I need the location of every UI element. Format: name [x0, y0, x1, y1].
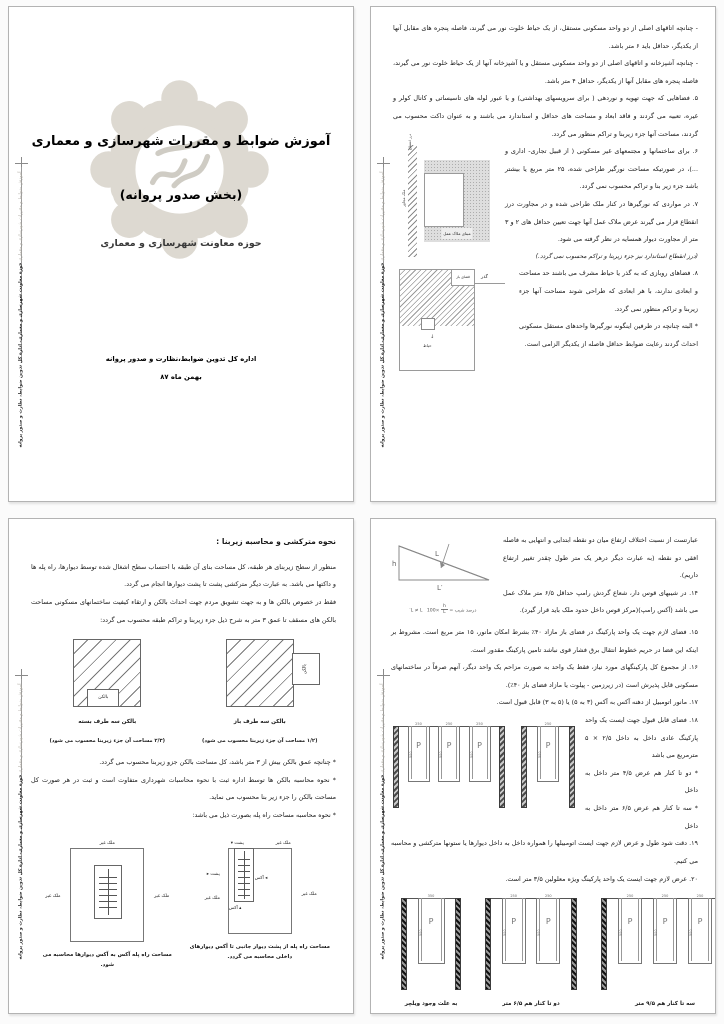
- other-parcel-label-top: ملک غیر: [99, 841, 115, 847]
- formula-times: ×100: [426, 608, 440, 614]
- parking-letter: P: [662, 917, 668, 927]
- paragraph-balcony-rule: فقط در خصوص بالکن ها و به جهت تشویق مردم جهت احداث بالکن و ارتقاء کیفیت ساختمانهای مسکونی مساحت بالکن های مسقف تا عمق ۳ متر به شرح ذیل جزء زیربنا و تراکم طبقه محسوب می گردد:: [31, 598, 336, 624]
- rule-item-7: ۷. در مواردی که نورگیرها در کنار ملک طراحی شده و در مجاورت درز انقطاع قرار می گیرند عرض ملاک عمل آنها جهت تعیین حداقل های ۲ و ۳ متر از مجاورت دیوار همسایه در نظر گرفته می شود.: [505, 200, 698, 244]
- page-margin-banner: [373, 669, 389, 960]
- stair-figures-row: [31, 834, 336, 970]
- page-3-floor-area: [8, 518, 354, 1014]
- figure-subcaption: (۲/۳ مساحت آن جزء زیربنا محسوب می شود): [49, 737, 165, 744]
- down-arrow-icon: ↓: [430, 334, 435, 341]
- stair-caption: مساحت راه پله از پشت دیوار جانبی تا آکس دیوارهای داخلی محاسبه می گردد.: [189, 944, 330, 961]
- slope-triangle-drawing: [391, 538, 495, 594]
- yard-label: حیاط: [423, 343, 432, 349]
- wall-pillar: [569, 726, 575, 808]
- page-margin-banner: [11, 669, 27, 960]
- parking-drawing: [601, 894, 715, 990]
- figure-subcaption: (۱/۲ مساحت آن جزء زیربنا محسوب می شود): [202, 737, 318, 744]
- bullet-balcony-depth: * چنانچه عمق بالکن بیش از ۳ متر باشد، کل مساحت بالکن جزو زیربنا محسوب می گردد.: [99, 757, 336, 766]
- slope-formula: [391, 604, 495, 618]
- open-space-notch: فضای باز: [451, 270, 474, 286]
- parking-letter: P: [416, 741, 421, 751]
- bullet-18a: * دو تا کنار هم عرض ۴/۵ متر داخل به داخل: [585, 768, 699, 795]
- banner-gray-text: آموزش ضوابط و مقررات شهرسازی و معماری: [380, 683, 386, 774]
- parking-figures-inline: [393, 718, 575, 808]
- slope-definition: عبارتست از نسبت اختلاف ارتفاع میان دو نقطه ابتدایی و انتهایی به فاصله افقی دو نقطه (به عبارت دیگر درهر یک متر طول چقدر تغییر ارتفاع داریم).: [503, 536, 698, 580]
- formula-fraction: $\frac{h}{L}$: [442, 603, 446, 616]
- figure-caption: سه تا کنار هم ۹/۵ متر: [634, 1001, 696, 1008]
- section-heading: نحوه مترکشی و محاسبه زیربنا :: [216, 537, 336, 546]
- cover-title: آموزش ضوابط و مقررات شهرسازی و معماری: [31, 134, 331, 149]
- page-margin-banner: [373, 157, 389, 448]
- figure-caption: بالکن سه طرف بسته: [78, 719, 137, 726]
- parking-slot: 250 P 500: [408, 726, 430, 782]
- cover-subtitle: (بخش صدور پروانه): [119, 187, 243, 202]
- parking-letter: P: [511, 917, 517, 927]
- stair-flight-icon: [238, 854, 250, 896]
- disabled-parking-figures-row: [401, 894, 704, 1012]
- balcony-figures-row: [31, 639, 336, 748]
- back-label-top: پشت ▾: [230, 841, 244, 847]
- rule-item-6: ۶. برای ساختمانها و مجتمعهای غیر مسکونی ( از قبیل تجاری- اداری و ...)، در صورتیکه مساحت نورگیر طراحی شده، ۲۵ متر مربع یا بیشتر باشد جزء زیر بنا و تراکم محسوب نمی گردد.: [505, 147, 698, 191]
- figure-parking-two: [485, 894, 577, 1012]
- rule-item-16: ۱۶. از مجموع کل پارکینگهای مورد نیاز، فقط یک واحد به صورت مزاحم یک واحد دیگر، آنهم صرفاً در ساختمانهای مسکونی قابل پذیرش است (در زیرزمین - پیلوت یا مازاد فضای باز ۴۰٪).: [391, 663, 698, 689]
- back-label-left: پشت ▸: [206, 872, 220, 878]
- rule-item-19: ۱۹. دقت شود طول و عرض لازم جهت ایست اتومبیلها را همواره داخل به داخل دیوارها یا ستونها مترکشی و محاسبه می کنیم.: [391, 839, 698, 865]
- parking-drawing: [401, 894, 461, 990]
- rule-item-8-bullet: * البته چنانچه در طرفین اینگونه نورگیرها واحدهای مستقل مسکونی احداث گردند رعایت ضوابط حداقل فاصله از یکدیگر الزامی است.: [519, 322, 698, 348]
- parking-letter: P: [428, 917, 434, 927]
- h-label: h: [392, 560, 397, 568]
- parking-letter: P: [545, 917, 551, 927]
- parking-slot: 250 P 500: [688, 898, 712, 964]
- parking-slot: 250 P 500: [537, 726, 559, 782]
- page-2-lightwell-rules: [370, 6, 716, 502]
- figure-stair-center: [37, 834, 177, 970]
- rule-item-20: ۲۰. عرض لازم جهت ایست یک واحد پارکینگ ویژه معلولین ۳/۵ متر است.: [505, 874, 698, 883]
- passage-line: [475, 283, 505, 284]
- expansion-joint-label: درز انقطاع: [408, 134, 412, 151]
- parking-slot: 350 P 500: [418, 898, 445, 964]
- other-parcel-label-left: ملک غیر: [45, 894, 61, 900]
- parking-letter: P: [545, 741, 551, 751]
- parking-letter: P: [446, 741, 452, 751]
- figure-slope-triangle: [391, 538, 495, 622]
- figure-balcony-open: [190, 639, 330, 748]
- parking-slot: 250 P 500: [536, 898, 560, 964]
- other-parcel-label-right: ملک غیر: [301, 892, 317, 898]
- adjacent-parcel-label: ملک مجاور: [400, 189, 406, 208]
- L-label: L: [435, 550, 439, 558]
- L-prime-label: L′: [437, 584, 443, 592]
- wall-pillar: [571, 898, 577, 990]
- other-parcel-label-right: ملک غیر: [154, 894, 170, 900]
- rule-dash-2: - چنانچه آشپزخانه و اتاقهای اصلی از دو واحد مسکونی مستقل و یا آشپزخانه آنها از یک حیاط خلوت نور می گیرند، فاصله پنجره های مقابل آنها از یکدیگر، حداقل ۴ متر باشد.: [393, 59, 698, 85]
- parking-letter: P: [477, 741, 482, 751]
- other-parcel-label-bottomleft: ملک غیر: [204, 896, 220, 902]
- stair-caption: مساحت راه پله آکس به آکس دیوارها محاسبه می شود.: [42, 952, 172, 969]
- banner-bold-text: حوزه معاونت شهرسازی و معماری- اداره کل تدوین ضوابط، نظارت و صدور پروانه: [18, 262, 24, 448]
- yard-opening-box: [421, 318, 435, 330]
- banner-bold-text: حوزه معاونت شهرسازی و معماری- اداره کل تدوین ضوابط، نظارت و صدور پروانه: [380, 774, 386, 960]
- banner-gray-text: آموزش ضوابط و مقررات شهرسازی و معماری: [380, 171, 386, 262]
- balcony-inset: بالکن: [87, 689, 119, 707]
- paragraph-definition: منظور از سطح زیربنای هر طبقه، کل مساحت بنای آن طبقه با احتساب سطح اشغال شده توسط دیوارها، راه پله ها و داکتها می باشد. به عبارت دیگر مترکشی پشت تا پشت دیوارها انجام می گردد.: [31, 562, 336, 589]
- banner-gray-text: آموزش ضوابط و مقررات شهرسازی و معماری: [18, 171, 24, 262]
- rule-item-17: ۱۷. مانور اتومبیل از دهنه آکس به آکس (۳ به ۵) یا (۵ به ۳) قابل قبول است.: [496, 698, 698, 707]
- bullet-registry-difference: * نحوه محاسبه بالکن ها توسط اداره ثبت با نحوه محاسبات شهرداری متفاوت است و ثبت در هر صورت کل مساحت بالکن را جزء زیر بنا محسوب می نماید.: [31, 775, 336, 802]
- rule-item-18: ۱۸. فضای قابل قبول جهت ایست یک واحد پارکینگ عادی داخل به داخل ۲/۵ × ۵ مترمربع می باشد: [585, 716, 699, 760]
- parcel-outline: [399, 269, 475, 371]
- figure-caption: به علت وجود ویلچر: [404, 1001, 458, 1008]
- floor-plan-hatch: [226, 639, 308, 707]
- page-margin-banner: [11, 157, 27, 448]
- figure-caption: دو تا کنار هم ۶/۵ متر: [502, 1001, 560, 1008]
- page-1-cover: [8, 6, 354, 502]
- parking-slot: 250 P 500: [469, 726, 491, 782]
- banner-gray-text: آموزش ضوابط و مقررات شهرسازی و معماری: [18, 683, 24, 774]
- unit-outline: [204, 841, 317, 934]
- other-parcel-label-top: ملک غیر: [275, 841, 291, 847]
- rule-item-8: ۸. فضاهای روبازی که به گذر یا حیاط مشرف می باشند حد مساحت و ابعادی ندارند، با هر ابعادی که طراحی شوند مساحت آنها جزء زیربنا و تراکم منظور نمی گردد.: [519, 269, 698, 313]
- formula-note: L ≠ L′: [409, 608, 423, 614]
- basis-label: مبنای ملاک عمل: [441, 228, 472, 239]
- passage-label: گذر: [481, 275, 488, 281]
- balcony-protrusion: [292, 653, 320, 685]
- axis-label-mid: ◂ آکس: [254, 876, 268, 882]
- axis-label-bottom: ▴ آکس: [228, 906, 242, 912]
- rule-item-14: ۱۴. در شیبهای قوس دار، شعاع گردش رامپ حداقل ۶/۵ متر ملاک عمل می باشد (آکس رامپ)(مرکز قوس داخل حدود ملک باید قرار گیرد).: [503, 588, 698, 615]
- rule-item-15: ۱۵. فضای لازم جهت یک واحد پارکینگ در فضای باز مازاد ۴۰٪ بشرط امکان مانور، ۱۵ متر مربع است. مشروط بر اینکه این فضا در حریم خطوط انتقال برق فشار قوی نباشد تامین پارکینگ مقدور است.: [391, 628, 698, 654]
- rule-dash-1: - چنانچه اتاقهای اصلی از دو واحد مسکونی مستقل، از یک حیاط خلوت نور می گیرند، فاصله پنجره های مقابل آنها از یکدیگر، حداقل باید ۶ متر باشد.: [393, 24, 698, 50]
- balcony-label: بالکن: [302, 664, 308, 675]
- figure-stair-side: [190, 834, 330, 962]
- stairwell-box: [94, 865, 122, 919]
- figure-parking-triple: [393, 722, 505, 808]
- cover-office-line: اداره کل تدوین ضوابط،نظارت و صدور پروانه: [105, 355, 257, 363]
- parking-slot: 250 P 500: [438, 726, 460, 782]
- wall-pillar: [455, 898, 461, 990]
- wall-pillar: [499, 726, 505, 808]
- bullet-18b: * سه تا کنار هم عرض ۶/۵ متر داخل به داخل: [585, 804, 698, 830]
- banner-bold-text: حوزه معاونت شهرسازی و معماری- اداره کل تدوین ضوابط، نظارت و صدور پروانه: [380, 262, 386, 448]
- figure-balcony-closed: [37, 639, 177, 748]
- parking-slot: 250 P 500: [618, 898, 642, 964]
- adjacent-parcel-hatch: [408, 145, 417, 257]
- stairwell-box: [234, 848, 254, 902]
- figure-parking-wheelchair: [401, 894, 461, 1012]
- page-4-parking-rules: [370, 518, 716, 1014]
- figure-caption: بالکن سه طرف باز: [233, 719, 286, 726]
- bullet-stair-method: * نحوه محاسبه مساحت راه پله بصورت ذیل می باشد:: [192, 810, 336, 819]
- stair-flight-icon: [99, 872, 117, 912]
- floor-plan-hatch: [73, 639, 141, 707]
- formula-lhs: درصد شیب =: [449, 608, 477, 614]
- figure-lightwell-expansion-joint: [393, 134, 495, 257]
- rule-item-5: ۵. فضاهایی که جهت تهویه و نوردهی ( برای سرویسهای بهداشتی) و یا عبور لوله های تاسیساتی و کانال کولر و غیره، تعبیه می گردند و فاقد ابعاد و مساحت های حداقل و استاندارد می باشند و به عنوان داکت محسوب می گردند، مساحت آنها جزء زیربنا و تراکم منظور می گردد.: [393, 94, 698, 138]
- parking-letter: P: [627, 917, 633, 927]
- figure-parking-three: [601, 894, 715, 1012]
- parking-slot: 250 P 500: [502, 898, 526, 964]
- parking-drawing: [485, 894, 577, 990]
- cover-date-line: بهمن ماه ۸۷: [160, 373, 202, 381]
- figure-open-space-to-passage: [393, 267, 509, 373]
- building-mass: [424, 160, 490, 242]
- figure-parking-single: [521, 722, 575, 808]
- parking-letter: P: [697, 917, 703, 927]
- unit-outline: [45, 841, 170, 942]
- cover-department: حوزه معاونت شهرسازی و معماری: [100, 238, 262, 249]
- banner-bold-text: حوزه معاونت شهرسازی و معماری- اداره کل تدوین ضوابط، نظارت و صدور پروانه: [18, 774, 24, 960]
- parking-slot: 250 P 500: [653, 898, 677, 964]
- lightwell-void: [424, 173, 464, 227]
- rule-item-7-note: (درز انقطاع استاندارد نیز جزء زیربنا و تراکم محسوب نمی گردد.): [535, 252, 698, 260]
